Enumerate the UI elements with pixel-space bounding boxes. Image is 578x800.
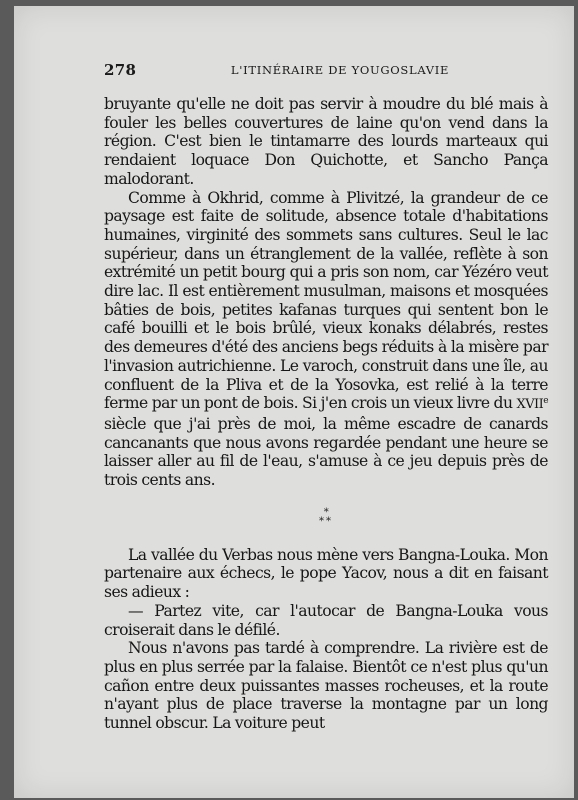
paragraph-text: Comme à Okhrid, comme à Plivitzé, la grandeur de ce paysage est faite de solitude, absence totale d'habitations humaines, virginité des sommets sans cultures. Seul le lac supérieur, dans un étranglement de la vallée, reflète à son extrémité un petit bourg qui a pris son nom, car Yézéro veut dire lac. Il est entièrement musulman, maisons et mosquées bâties de bois, petites kafanas turques qui sentent bon le café bouilli et le bois brûlé, vieux konaks délabrés, restes des demeures d'été des anciens begs réduits à la misère par l'invasion autrichienne. Le varoch, construit dans une île, au confluent de la Pliva et de la Yosovka, est relié à la terre ferme par un pont de bois. Si j'en crois un vieux livre du: [104, 188, 548, 413]
asterism-bottom: **: [319, 515, 333, 527]
book-page: [14, 6, 574, 798]
body-text: [104, 95, 548, 733]
asterism-top: *: [323, 506, 329, 518]
page-number: 278: [104, 61, 137, 79]
paragraph: [104, 189, 548, 490]
paragraph-text-end: siècle que j'ai près de moi, la même escadre de canards cancanants que nous avons regardée pendant une heure se laisser aller au fil de l'eau, s'amuse à ce jeu depuis près de trois cents ans.: [104, 414, 548, 490]
century-superscript: e: [543, 396, 548, 407]
section-separator: [104, 490, 548, 546]
century-numeral: XVII: [516, 397, 544, 413]
paragraph: La vallée du Verbas nous mène vers Bangna-Louka. Mon partenaire aux échecs, le pope Yacov, nous a dit en faisant ses adieux :: [104, 545, 548, 602]
paragraph: — Partez vite, car l'autocar de Bangna-Louka vous croiserait dans le défilé.: [104, 601, 548, 639]
paragraph: Nous n'avons pas tardé à comprendre. La rivière est de plus en plus serrée par la falaise. Bientôt ce n'est plus qu'un cañon entre deux puissantes masses rocheuses, et la route n'ayant plus de place traverse la montagne par un long tunnel obscur. La voiture peut: [104, 639, 548, 733]
running-title: L'ITINÉRAIRE DE YOUGOSLAVIE: [230, 63, 450, 77]
paragraph: bruyante qu'elle ne doit pas servir à moudre du blé mais à fouler les belles couvertures de laine qu'on vend dans la région. C'est bien le tintamarre des lourds marteaux qui rendaient loquace Don Quichotte, et Sancho Pança malodorant.: [104, 95, 548, 188]
running-head: [104, 61, 548, 81]
